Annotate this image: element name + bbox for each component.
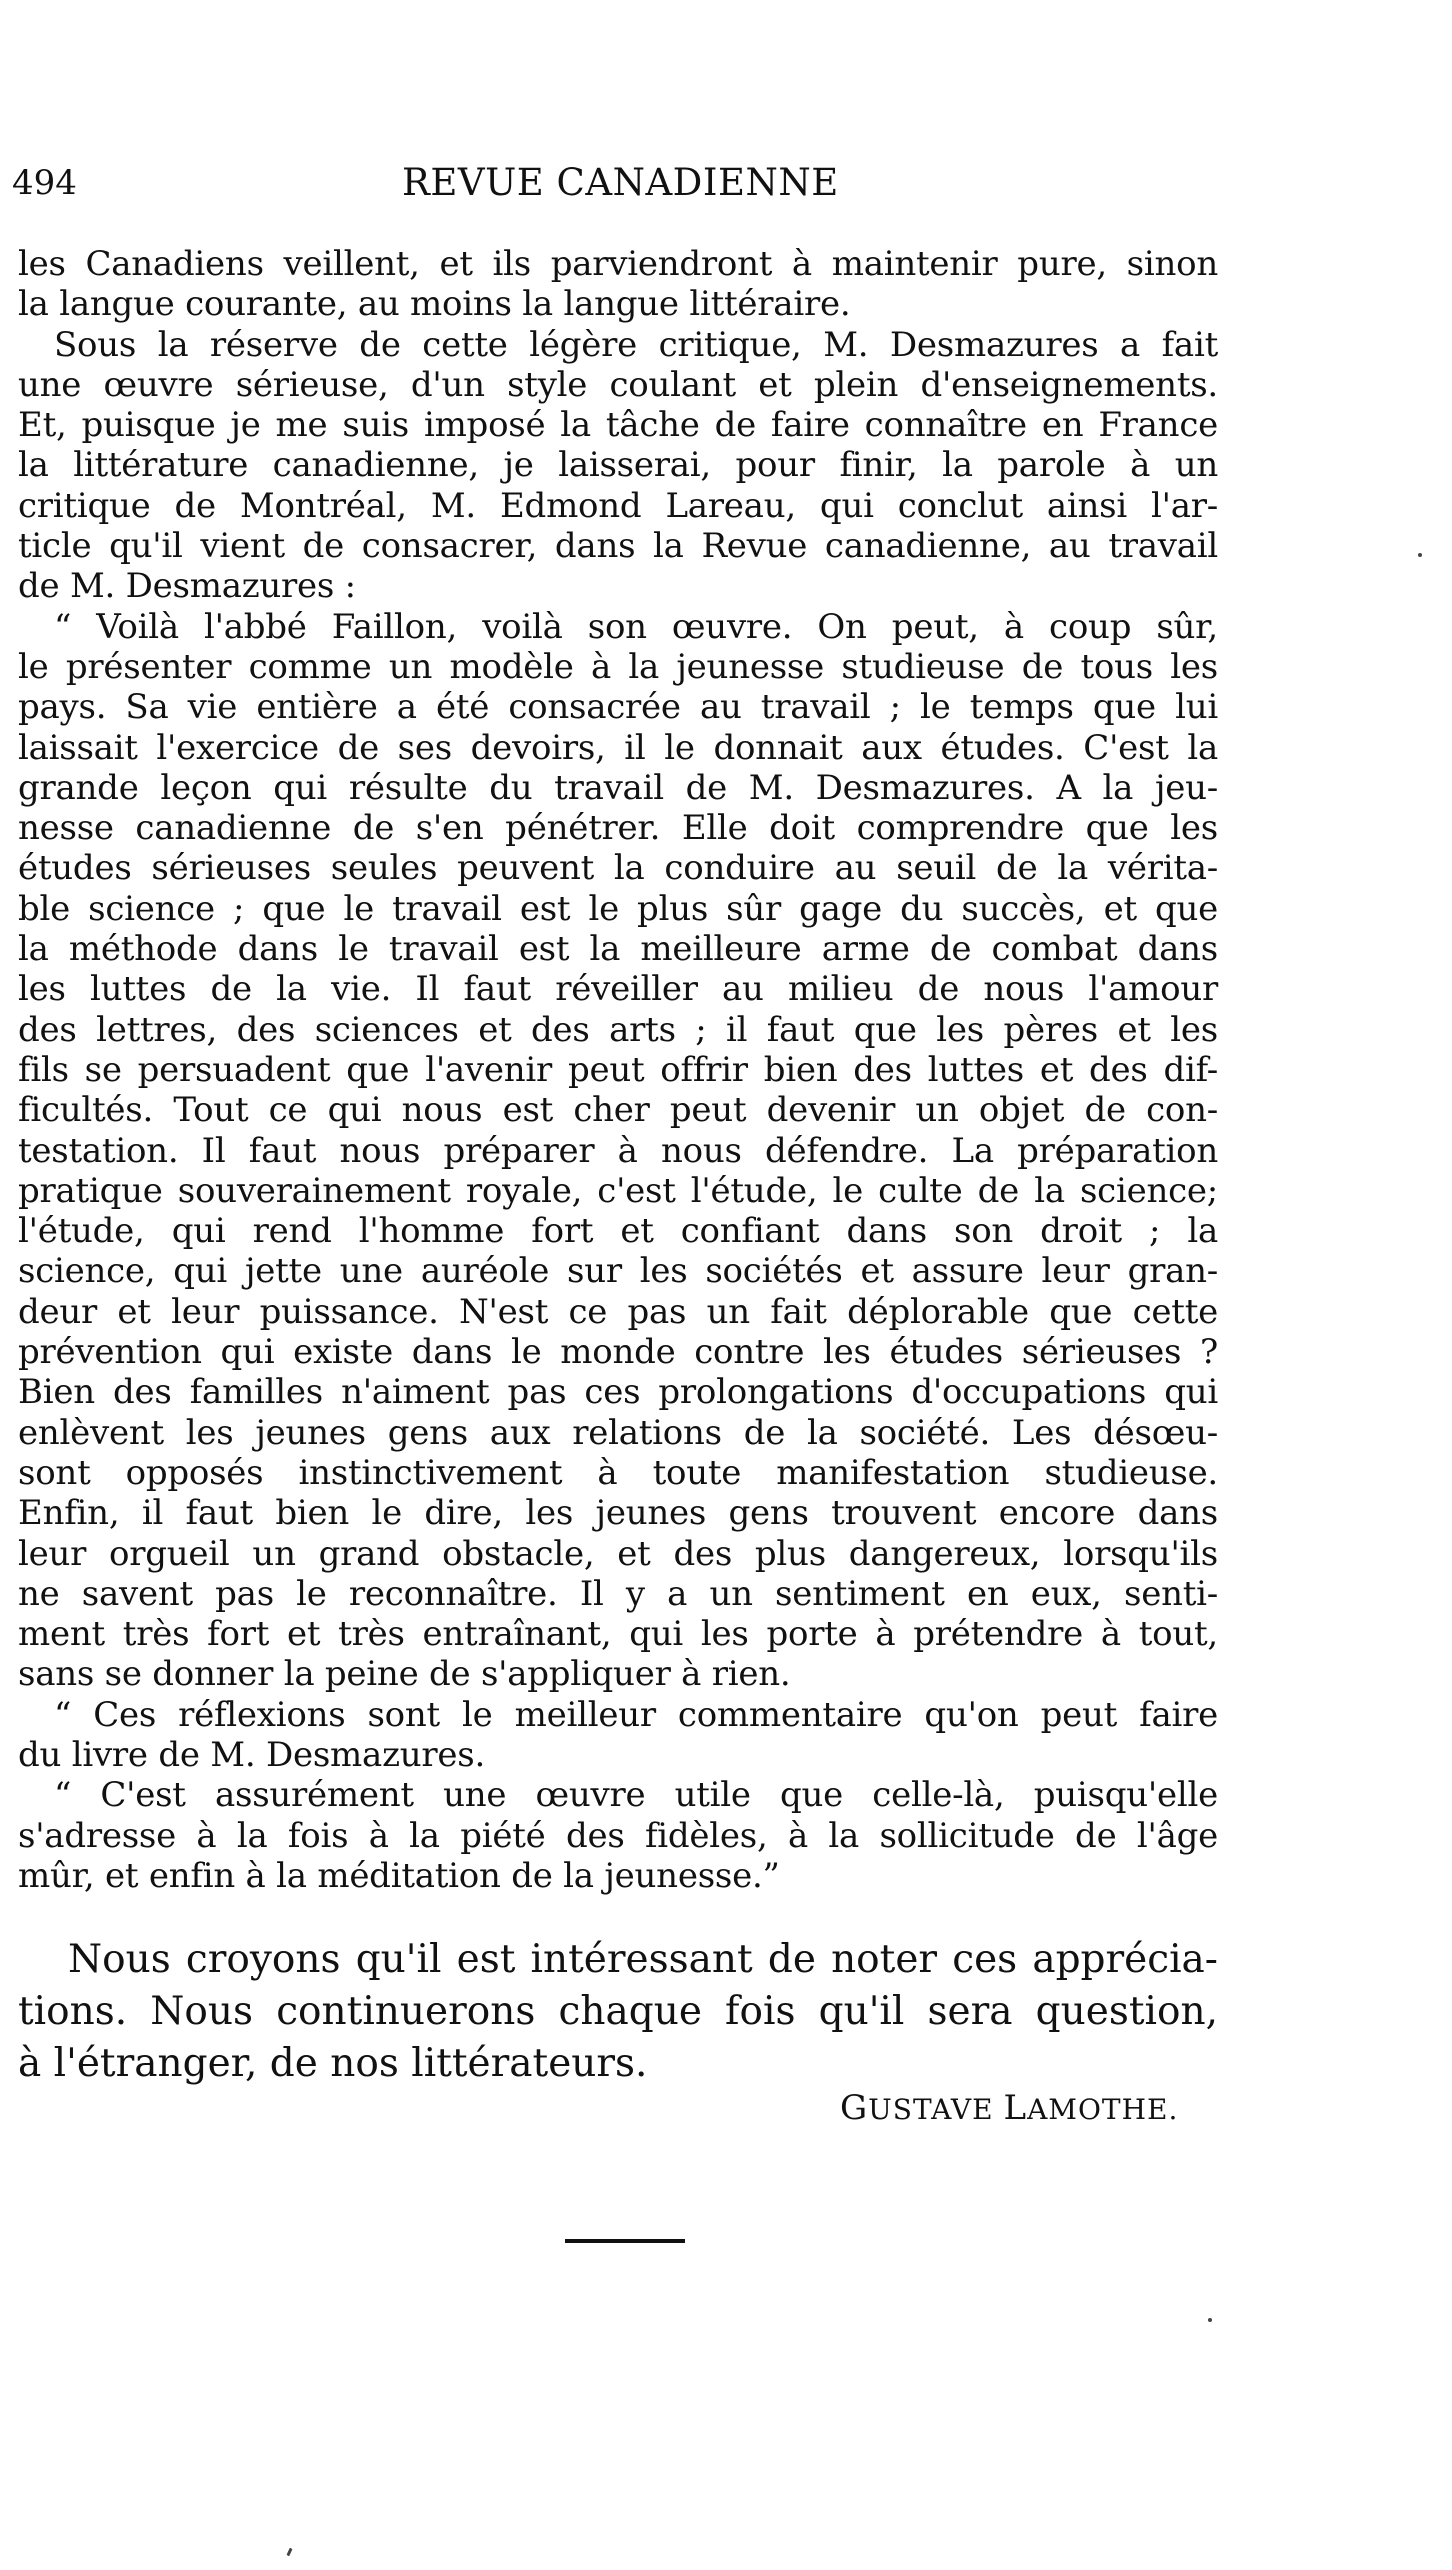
text-line: Et, puisque je me suis imposé la tâche de faire connaître en France [18, 405, 1218, 446]
text-line: testation. Il faut nous préparer à nous défendre. La préparation [18, 1130, 1218, 1171]
running-title: REVUE CANADIENNE [402, 161, 839, 204]
print-speck [1208, 2318, 1212, 2322]
text-line: la méthode dans le travail est la meilleure arme de combat dans [18, 929, 1218, 970]
closing-line: à l'étranger, de nos littérateurs. [18, 2041, 648, 2086]
text-line: du livre de M. Desmazures. [18, 1734, 486, 1775]
author-signature [840, 2086, 1178, 2132]
text-line: nesse canadienne de s'en pénétrer. Elle doit comprendre que les [18, 808, 1218, 849]
print-speck [286, 2548, 292, 2557]
text-line: les Canadiens veillent, et ils parviendront à maintenir pure, sinon [18, 244, 1218, 284]
text-line: ment très fort et très entraînant, qui les porte à prétendre à tout, [18, 1614, 1218, 1655]
signature-text: AMOTHE. [1027, 2093, 1179, 2126]
text-line: “ C'est assurément une œuvre utile que celle-là, puisqu'elle [54, 1775, 1218, 1816]
text-line: fils se persuadent que l'avenir peut offrir bien des luttes et des dif- [18, 1049, 1218, 1090]
text-line: enlèvent les jeunes gens aux relations de la société. Les désœu- [18, 1412, 1218, 1453]
text-line: pratique souverainement royale, c'est l'étude, le culte de la science; [18, 1170, 1218, 1211]
text-line: études sérieuses seules peuvent la conduire au seuil de la vérita- [18, 848, 1218, 889]
text-line: mûr, et enfin à la méditation de la jeunesse.” [18, 1855, 780, 1896]
signature-initial: G [840, 2088, 869, 2128]
text-line: deur et leur puissance. N'est ce pas un fait déplorable que cette [18, 1291, 1218, 1332]
text-line: pays. Sa vie entière a été consacrée au travail ; le temps que lui [18, 687, 1218, 728]
print-speck [1418, 553, 1422, 557]
text-line: ticle qu'il vient de consacrer, dans la Revue canadienne, au travail [18, 526, 1218, 567]
text-line: une œuvre sérieuse, d'un style coulant et plein d'enseignements. [18, 364, 1218, 405]
text-line: la littérature canadienne, je laisserai, pour finir, la parole à un [18, 445, 1218, 486]
text-line: l'étude, qui rend l'homme fort et confiant dans son droit ; la [18, 1211, 1218, 1252]
text-line: ble science ; que le travail est le plus sûr gage du succès, et que [18, 888, 1218, 929]
signature-initial: L [1003, 2088, 1028, 2128]
section-divider [565, 2239, 685, 2243]
signature-text: USTAVE [868, 2093, 994, 2126]
text-line: Sous la réserve de cette légère critique, M. Desmazures a fait [54, 324, 1218, 365]
text-line: “ Voilà l'abbé Faillon, voilà son œuvre. On peut, à coup sûr, [54, 606, 1218, 647]
article-body [18, 244, 1218, 1896]
text-line: sans se donner la peine de s'appliquer à rien. [18, 1654, 791, 1695]
page-header [12, 158, 1212, 208]
text-line: Bien des familles n'aiment pas ces prolongations d'occupations qui [18, 1372, 1218, 1413]
text-line: Enfin, il faut bien le dire, les jeunes gens trouvent encore dans [18, 1493, 1218, 1534]
text-line: laissait l'exercice de ses devoirs, il le donnait aux études. C'est la [18, 727, 1218, 768]
text-line: prévention qui existe dans le monde contre les études sérieuses ? [18, 1332, 1218, 1373]
text-line: de M. Desmazures : [18, 566, 356, 607]
text-line: sont opposés instinctivement à toute manifestation studieuse. [18, 1452, 1218, 1493]
text-line: la langue courante, au moins la langue littéraire. [18, 284, 851, 325]
text-line: ne savent pas le reconnaître. Il y a un sentiment en eux, senti- [18, 1573, 1218, 1614]
closing-line: Nous croyons qu'il est intéressant de noter ces apprécia- [68, 1937, 1218, 1982]
text-line: grande leçon qui résulte du travail de M. Desmazures. A la jeu- [18, 767, 1218, 808]
page-number: 494 [12, 163, 77, 203]
closing-line: tions. Nous continuerons chaque fois qu'il sera question, [18, 1989, 1218, 2034]
text-line: science, qui jette une auréole sur les sociétés et assure leur gran- [18, 1251, 1218, 1292]
text-line: critique de Montréal, M. Edmond Lareau, qui conclut ainsi l'ar- [18, 485, 1218, 526]
text-line: des lettres, des sciences et des arts ; il faut que les pères et les [18, 1009, 1218, 1050]
text-line: “ Ces réflexions sont le meilleur commentaire qu'on peut faire [54, 1694, 1218, 1735]
text-line: leur orgueil un grand obstacle, et des plus dangereux, lorsqu'ils [18, 1533, 1218, 1574]
text-line: ficultés. Tout ce qui nous est cher peut devenir un objet de con- [18, 1090, 1218, 1131]
text-line: les luttes de la vie. Il faut réveiller au milieu de nous l'amour [18, 969, 1218, 1010]
text-line: le présenter comme un modèle à la jeunesse studieuse de tous les [18, 646, 1218, 687]
text-line: s'adresse à la fois à la piété des fidèles, à la sollicitude de l'âge [18, 1815, 1218, 1856]
closing-paragraph [18, 1934, 1218, 2090]
